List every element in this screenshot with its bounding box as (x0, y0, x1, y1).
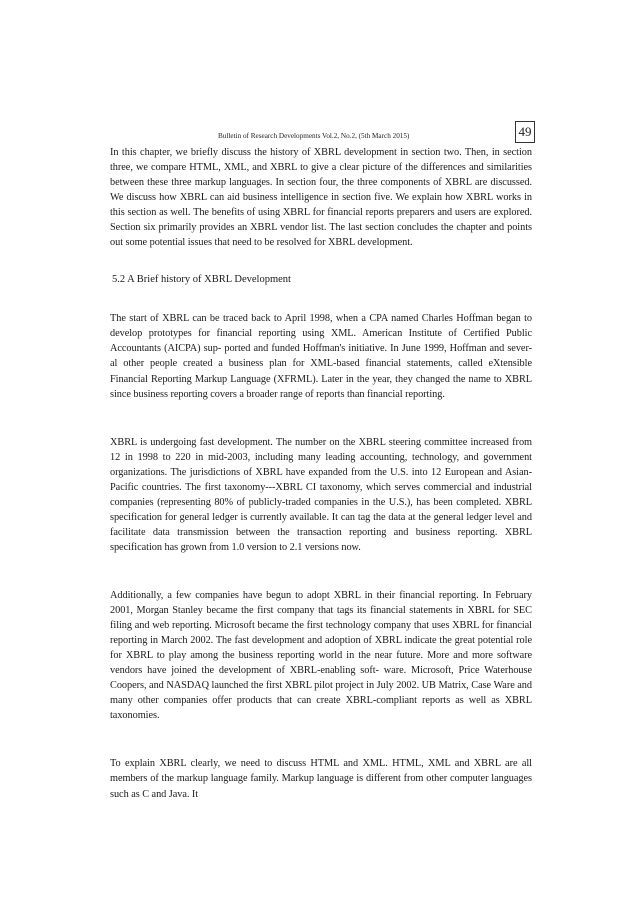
section-heading: 5.2 A Brief history of XBRL Development (112, 274, 291, 286)
history-paragraph-3: Additionally, a few companies have begun to adopt XBRL in their financial reporting. In February 2001, Morgan Stanley became the first company that tags its financial statements in XBRL for SEC filing and web reporting. Microsoft became the first technology company that uses XBRL for financial reporting in March 2002. The fast development and adoption of XBRL indicate the great potential role for XBRL to play among the business reporting world in the near future. More and more software vendors have joined the development of XBRL-enabling soft- ware. Microsoft, Price Waterhouse Coopers, and NASDAQ launched the first XBRL pilot project in July 2002. UB Matrix, Case Ware and many other companies offer products that can create XBRL-compliant reports as well as XBRL taxonomies. (110, 589, 532, 722)
history-paragraph-1: The start of XBRL can be traced back to April 1998, when a CPA named Charles Hoffman began to develop prototypes for financial reporting using XML. American Institute of Certified Public Accountants (AICPA) sup- ported and funded Hoffman's initiative. In June 1999, Hoffman and sever- al other people created a business plan for XML-based financial statements, called eXtensible Financial Reporting Markup Language (XFRML). Later in the year, they changed the name to XBRL since business reporting covers a broader range of reports than financial reporting. (110, 313, 532, 400)
intro-paragraph: In this chapter, we briefly discuss the history of XBRL development in section two. Then, in section three, we compare HTML, XML, and XBRL to give a clear picture of the differences and similarities between these three markup languages. In section four, the three components of XBRL are discussed. We discuss how XBRL can aid business intelligence in section five. We explain how XBRL works in this section as well. The benefits of using XBRL for financial reports preparers and users are explored. Section six primarily provides an XBRL vendor list. The last section concludes the chapter and points out some potential issues that need to be resolved for XBRL development. (110, 147, 532, 249)
history-paragraph-2: XBRL is undergoing fast development. The number on the XBRL steering committee increased from 12 in 1998 to 220 in mid-2003, including many leading accounting, technology, and government organizations. The jurisdictions of XBRL have expanded from the U.S. into 12 European and Asian-Pacific countries. The first taxonomy---XBRL CI taxonomy, which serves commercial and industrial companies (representing 80% of publicly-traded companies in the U.S.), has been completed. XBRL specification for general ledger is currently available. It can tag the data at the general ledger level and facilitate data transmission between the transaction reporting and business reporting. XBRL specification has grown from 1.0 version to 2.1 versions now. (110, 436, 532, 553)
page-header (0, 124, 638, 143)
history-paragraph-4: To explain XBRL clearly, we need to discuss HTML and XML. HTML, XML and XBRL are all members of the markup language family. Markup language is different from other computer languages such as C and Java. It (110, 758, 532, 800)
page-number: 49 (515, 121, 535, 143)
page-body (110, 145, 532, 802)
running-head: Bulletin of Research Developments Vol.2, No.2, (5th March 2015) (218, 132, 410, 140)
